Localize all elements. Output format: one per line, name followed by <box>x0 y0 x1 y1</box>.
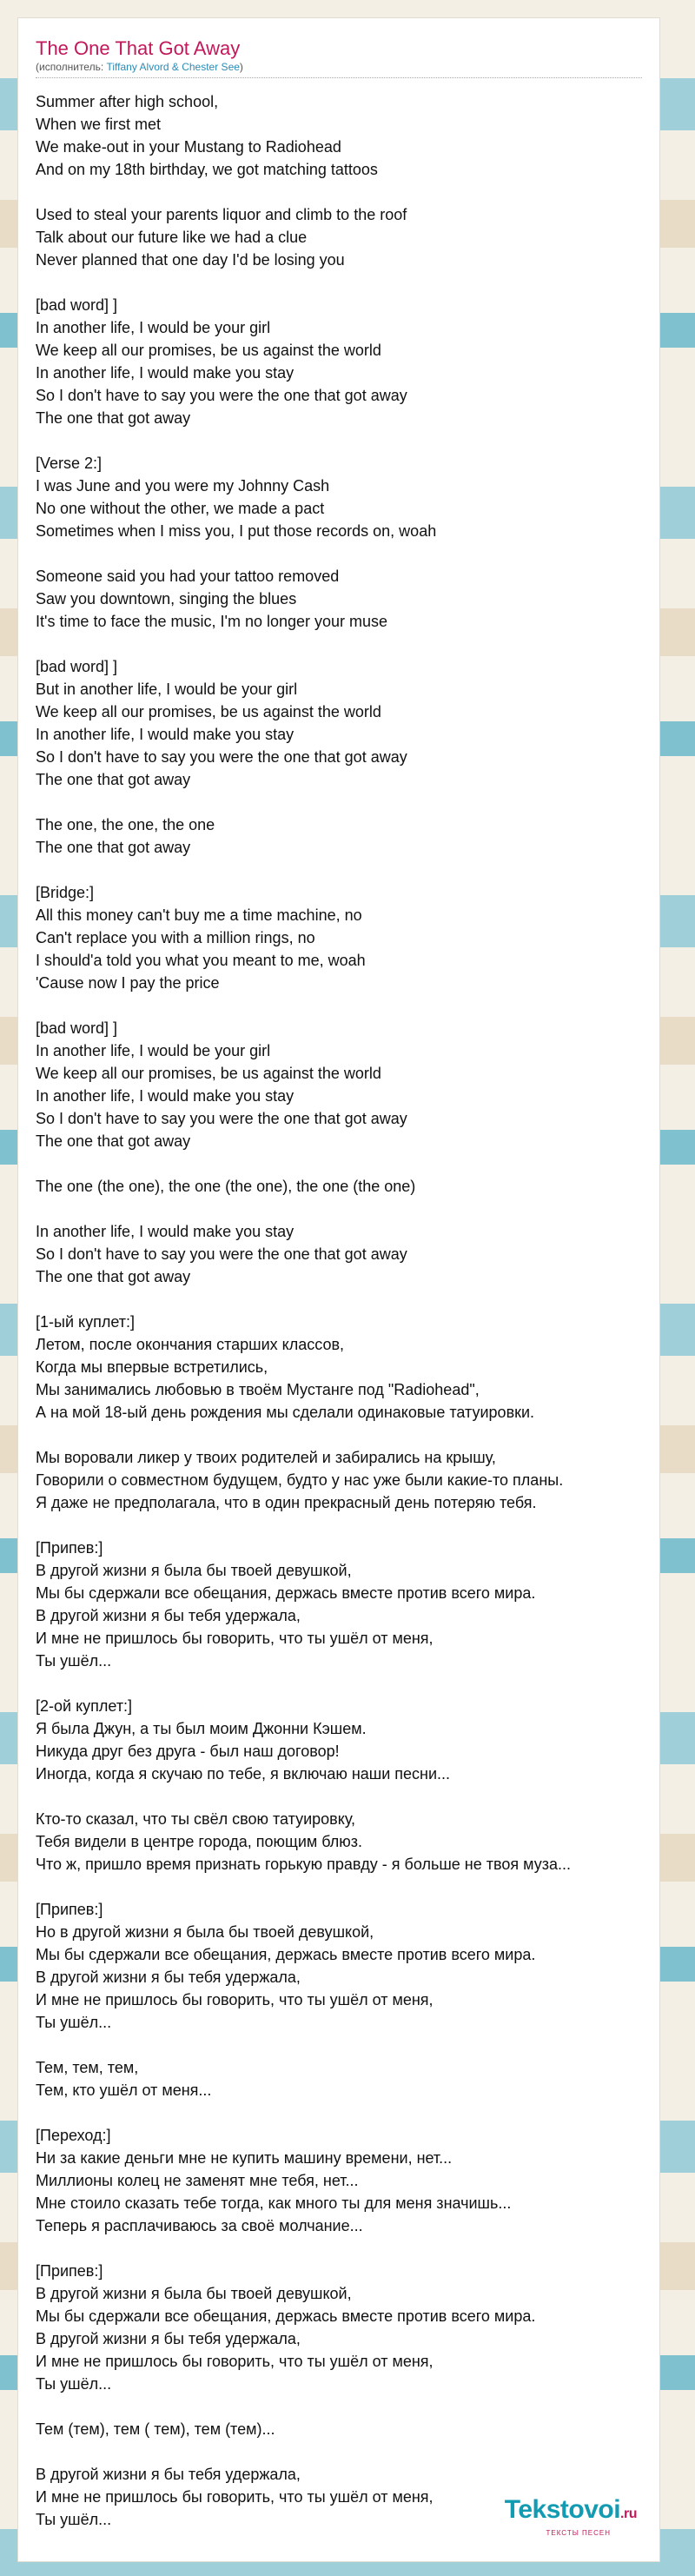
lyric-line: Can't replace you with a million rings, no <box>36 929 315 946</box>
lyric-line <box>36 1514 642 1537</box>
lyric-line <box>36 1288 642 1311</box>
lyric-line: Ты ушёл... <box>36 2511 112 2528</box>
lyric-line: Мне стоило сказать тебе тогда, как много ты для меня значишь... <box>36 2194 512 2212</box>
lyric-line: I was June and you were my Johnny Cash <box>36 477 330 495</box>
lyric-line: The one that got away <box>36 771 191 788</box>
lyric-line: Тем, тем, тем, <box>36 2059 139 2076</box>
lyric-line: Иногда, когда я скучаю по тебе, я включаю наши песни... <box>36 1765 451 1783</box>
song-title: The One That Got Away <box>36 37 241 59</box>
lyric-line: So I don't have to say you were the one that got away <box>36 387 407 404</box>
lyric-line: Мы бы сдержали все обещания, держась вместе против всего мира. <box>36 1946 536 1963</box>
lyric-line: И мне не пришлось бы говорить, что ты ушёл от меня, <box>36 1991 434 2008</box>
lyric-line: No one without the other, we made a pact <box>36 500 325 517</box>
logo-wordmark <box>505 2497 637 2527</box>
lyric-line: [Припев:] <box>36 1901 103 1918</box>
lyric-line: Тем, кто ушёл от меня... <box>36 2081 212 2099</box>
lyric-line <box>36 2237 642 2260</box>
lyric-line <box>36 2440 642 2463</box>
lyrics-text <box>36 90 642 2531</box>
lyric-line: И мне не пришлось бы говорить, что ты ушёл от меня, <box>36 1630 434 1647</box>
lyric-line: Теперь я расплачиваюсь за своё молчание... <box>36 2217 363 2234</box>
lyric-line <box>36 181 642 203</box>
lyric-line: And on my 18th birthday, we got matching tattoos <box>36 161 378 178</box>
logo-name: Tekstovoi <box>504 2495 621 2524</box>
lyric-line: Но в другой жизни я была бы твоей девушкой, <box>36 1923 374 1941</box>
lyric-line: When we first met <box>36 116 162 133</box>
lyric-line <box>36 791 642 813</box>
lyric-line <box>36 633 642 655</box>
site-logo[interactable] <box>505 2497 637 2537</box>
lyric-line: Мы бы сдержали все обещания, держась вместе против всего мира. <box>36 1584 536 1602</box>
lyric-line: [Переход:] <box>36 2127 111 2144</box>
lyric-line <box>36 542 642 565</box>
lyric-line: In another life, I would be your girl <box>36 319 271 336</box>
lyric-line: Я даже не предполагала, что в один прекрасный день потеряю тебя. <box>36 1494 537 1511</box>
lyric-line: Что ж, пришло время признать горькую правду - я больше не твоя муза... <box>36 1856 571 1873</box>
lyric-line: Тебя видели в центре города, поющим блюз. <box>36 1833 363 1850</box>
lyric-line: [bad word] ] <box>36 658 118 675</box>
lyric-line: We keep all our promises, be us against the world <box>36 703 381 720</box>
lyric-line: In another life, I would make you stay <box>36 364 295 382</box>
lyric-line: In another life, I would make you stay <box>36 1223 295 1240</box>
artist-prefix: (исполнитель: <box>36 61 107 73</box>
lyric-line <box>36 994 642 1017</box>
lyric-line: The one that got away <box>36 1268 191 1285</box>
lyric-line: В другой жизни я бы тебя удержала, <box>36 2330 301 2347</box>
logo-tagline: ТЕКСТЫ ПЕСЕН <box>546 2529 611 2537</box>
lyric-line: Мы воровали ликер у твоих родителей и забирались на крышу, <box>36 1449 496 1466</box>
lyric-line: В другой жизни я бы тебя удержала, <box>36 1607 301 1624</box>
lyric-line: В другой жизни я бы тебя удержала, <box>36 1969 301 1986</box>
artist-line <box>36 60 642 78</box>
lyric-line: So I don't have to say you were the one that got away <box>36 1110 407 1127</box>
lyric-line: So I don't have to say you were the one that got away <box>36 748 407 766</box>
lyric-line: We make-out in your Mustang to Radiohead <box>36 138 341 156</box>
lyric-line: В другой жизни я была бы твоей девушкой, <box>36 2285 352 2302</box>
lyric-line: Мы занимались любовью в твоём Мустанге под "Radiohead", <box>36 1381 480 1398</box>
lyric-line: В другой жизни я была бы твоей девушкой, <box>36 1562 352 1579</box>
lyric-line: Миллионы колец не заменят мне тебя, нет... <box>36 2172 359 2189</box>
lyric-line <box>36 1785 642 1808</box>
lyric-line: Never planned that one day I'd be losing you <box>36 251 345 269</box>
logo-suffix: .ru <box>620 2506 637 2521</box>
lyric-line: Никуда друг без друга - был наш договор! <box>36 1743 340 1760</box>
lyric-line: Говорили о совместном будущем, будто у нас уже были какие-то планы. <box>36 1471 564 1489</box>
lyric-line: So I don't have to say you were the one that got away <box>36 1245 407 1263</box>
lyric-line <box>36 1672 642 1695</box>
lyric-line: Saw you downtown, singing the blues <box>36 590 297 607</box>
lyric-line: Ни за какие деньги мне не купить машину времени, нет... <box>36 2149 453 2167</box>
lyrics-card <box>17 17 660 2562</box>
lyric-line: Я была Джун, а ты был моим Джонни Кэшем. <box>36 1720 367 1737</box>
lyric-line: We keep all our promises, be us against the world <box>36 1065 381 1082</box>
lyric-line <box>36 1152 642 1175</box>
lyric-line: [Bridge:] <box>36 884 95 901</box>
lyric-line <box>36 2395 642 2418</box>
lyric-line <box>36 1198 642 1220</box>
lyric-line: И мне не пришлось бы говорить, что ты ушёл от меня, <box>36 2488 434 2506</box>
lyric-line: Тем (тем), тем ( тем), тем (тем)... <box>36 2420 275 2438</box>
lyric-line: Ты ушёл... <box>36 1652 112 1670</box>
lyric-line: [Verse 2:] <box>36 455 103 472</box>
lyric-line: [bad word] ] <box>36 296 118 314</box>
lyric-line: The one that got away <box>36 839 191 856</box>
lyric-line: Мы бы сдержали все обещания, держась вместе против всего мира. <box>36 2307 536 2325</box>
lyric-line: В другой жизни я бы тебя удержала, <box>36 2466 301 2483</box>
lyric-line: [Припев:] <box>36 2262 103 2280</box>
lyric-line: А на мой 18-ый день рождения мы сделали одинаковые татуировки. <box>36 1404 535 1421</box>
lyric-line <box>36 429 642 452</box>
lyric-line: [2-ой куплет:] <box>36 1697 133 1715</box>
artist-link[interactable]: Tiffany Alvord & Chester See <box>106 61 240 73</box>
lyric-line <box>36 859 642 881</box>
lyric-line: Talk about our future like we had a clue <box>36 229 308 246</box>
lyric-line: The one that got away <box>36 409 191 427</box>
lyric-line: All this money can't buy me a time machine, no <box>36 906 362 924</box>
lyric-line: In another life, I would be your girl <box>36 1042 271 1059</box>
lyric-line: И мне не пришлось бы говорить, что ты ушёл от меня, <box>36 2353 434 2370</box>
lyric-line: The one (the one), the one (the one), the one (the one) <box>36 1178 416 1195</box>
lyric-line: Ты ушёл... <box>36 2014 112 2031</box>
lyric-line: In another life, I would make you stay <box>36 1087 295 1105</box>
lyric-line: [1-ый куплет:] <box>36 1313 135 1331</box>
lyric-line: [Припев:] <box>36 1539 103 1557</box>
lyric-line: Летом, после окончания старших классов, <box>36 1336 345 1353</box>
lyric-line: Кто-то сказал, что ты свёл свою татуировку, <box>36 1810 356 1828</box>
lyric-line: In another life, I would make you stay <box>36 726 295 743</box>
lyric-line: Когда мы впервые встретились, <box>36 1358 268 1376</box>
lyric-line: The one, the one, the one <box>36 816 215 833</box>
lyric-line <box>36 1424 642 1446</box>
lyric-line: I should'a told you what you meant to me, woah <box>36 952 366 969</box>
artist-suffix: ) <box>239 61 243 73</box>
lyric-line: Ты ушёл... <box>36 2375 112 2393</box>
lyric-line: Used to steal your parents liquor and climb to the roof <box>36 206 407 223</box>
lyric-line: The one that got away <box>36 1132 191 1150</box>
lyric-line: But in another life, I would be your girl <box>36 681 298 698</box>
lyric-line <box>36 1876 642 1898</box>
lyric-line: Sometimes when I miss you, I put those records on, woah <box>36 522 437 540</box>
lyric-line: Someone said you had your tattoo removed <box>36 568 340 585</box>
lyric-line <box>36 2034 642 2056</box>
lyric-line: Summer after high school, <box>36 93 219 110</box>
lyric-line <box>36 271 642 294</box>
lyric-line <box>36 2101 642 2124</box>
lyric-line: It's time to face the music, I'm no longer your muse <box>36 613 388 630</box>
lyric-line: 'Cause now I pay the price <box>36 974 220 992</box>
lyric-line: [bad word] ] <box>36 1019 118 1037</box>
lyric-line: We keep all our promises, be us against the world <box>36 342 381 359</box>
